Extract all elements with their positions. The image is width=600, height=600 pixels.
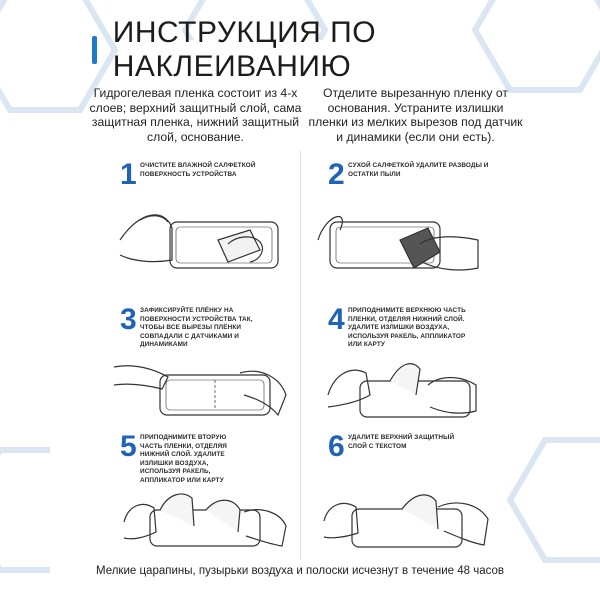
- illustration-remove-top-layer: [318, 485, 493, 557]
- illustration-clean-wet-wipe: [110, 200, 290, 280]
- step-number: 1: [120, 158, 137, 191]
- hexagon-decoration: [0, 440, 50, 580]
- header: [92, 16, 600, 83]
- illustration-dry-wipe: [310, 200, 490, 280]
- hexagon-decoration: [505, 430, 600, 570]
- footer-note: Мелкие царапины, пузырьки воздуха и полоски исчезнут в течение 48 часов: [95, 565, 504, 577]
- step-number: 2: [328, 158, 345, 191]
- step-number: 4: [328, 303, 345, 336]
- title-accent-bar: [92, 36, 97, 64]
- intro-right: Отделите вырезанную пленку от основания. Устраните излишки пленки из мелких вырезов под датчик и динамики (если они есть).: [308, 86, 523, 144]
- page-title: ИНСТРУКЦИЯ ПО НАКЛЕИВАНИЮ: [112, 16, 377, 83]
- step-text: СУХОЙ САЛФЕТКОЙ УДАЛИТЕ РАЗВОДЫ И ОСТАТКИ ПЫЛИ: [348, 162, 489, 178]
- illustration-align-film: [110, 355, 290, 430]
- step-text: УДАЛИТЕ ВЕРХНИЙ ЗАЩИТНЫЙ СЛОЙ С ТЕКСТОМ: [348, 434, 455, 450]
- step-text: ЗАФИКСИРУЙТЕ ПЛЁНКУ НА ПОВЕРХНОСТИ УСТРОЙСТВА ТАК, ЧТОБЫ ВСЕ ВЫРЕЗЫ ПЛЁНКИ СОВПАДАЛИ С ДАТЧИКАМИ И ДИНАМИКАМИ: [140, 307, 253, 349]
- column-divider: [300, 150, 301, 560]
- step-text: ПРИПОДНИМИТЕ ВТОРУЮ ЧАСТЬ ПЛЕНКИ, ОТДЕЛЯЯ НИЖНИЙ СЛОЙ. УДАЛИТЕ ИЗЛИШКИ ВОЗДУХА, ИСПОЛЬЗУЯ РАКЕЛЬ, АППЛИКАТОР ИЛИ КАРТУ: [140, 434, 227, 484]
- step-number: 6: [328, 430, 345, 463]
- step-text: ОЧИСТИТЕ ВЛАЖНОЙ САЛФЕТКОЙ ПОВЕРХНОСТЬ УСТРОЙСТВА: [140, 162, 256, 178]
- illustration-peel-bottom-layer: [320, 355, 490, 430]
- step-number: 5: [120, 430, 137, 463]
- step-number: 3: [120, 303, 137, 336]
- step-text: ПРИПОДНИМИТЕ ВЕРХНЮЮ ЧАСТЬ ПЛЕНКИ, ОТДЕЛЯЯ НИЖНИЙ СЛОЙ. УДАЛИТЕ ИЗЛИШКИ ВОЗДУХА, ИСПОЛЬЗУЯ РАКЕЛЬ, АППЛИКАТОР ИЛИ КАРТУ: [348, 307, 466, 349]
- illustration-peel-second-part: [120, 488, 290, 556]
- intro-left: Гидрогелевая пленка состоит из 4-х слоев; верхний защитный слой, сама защитная пленка, нижний защитный слой, основание.: [89, 86, 302, 144]
